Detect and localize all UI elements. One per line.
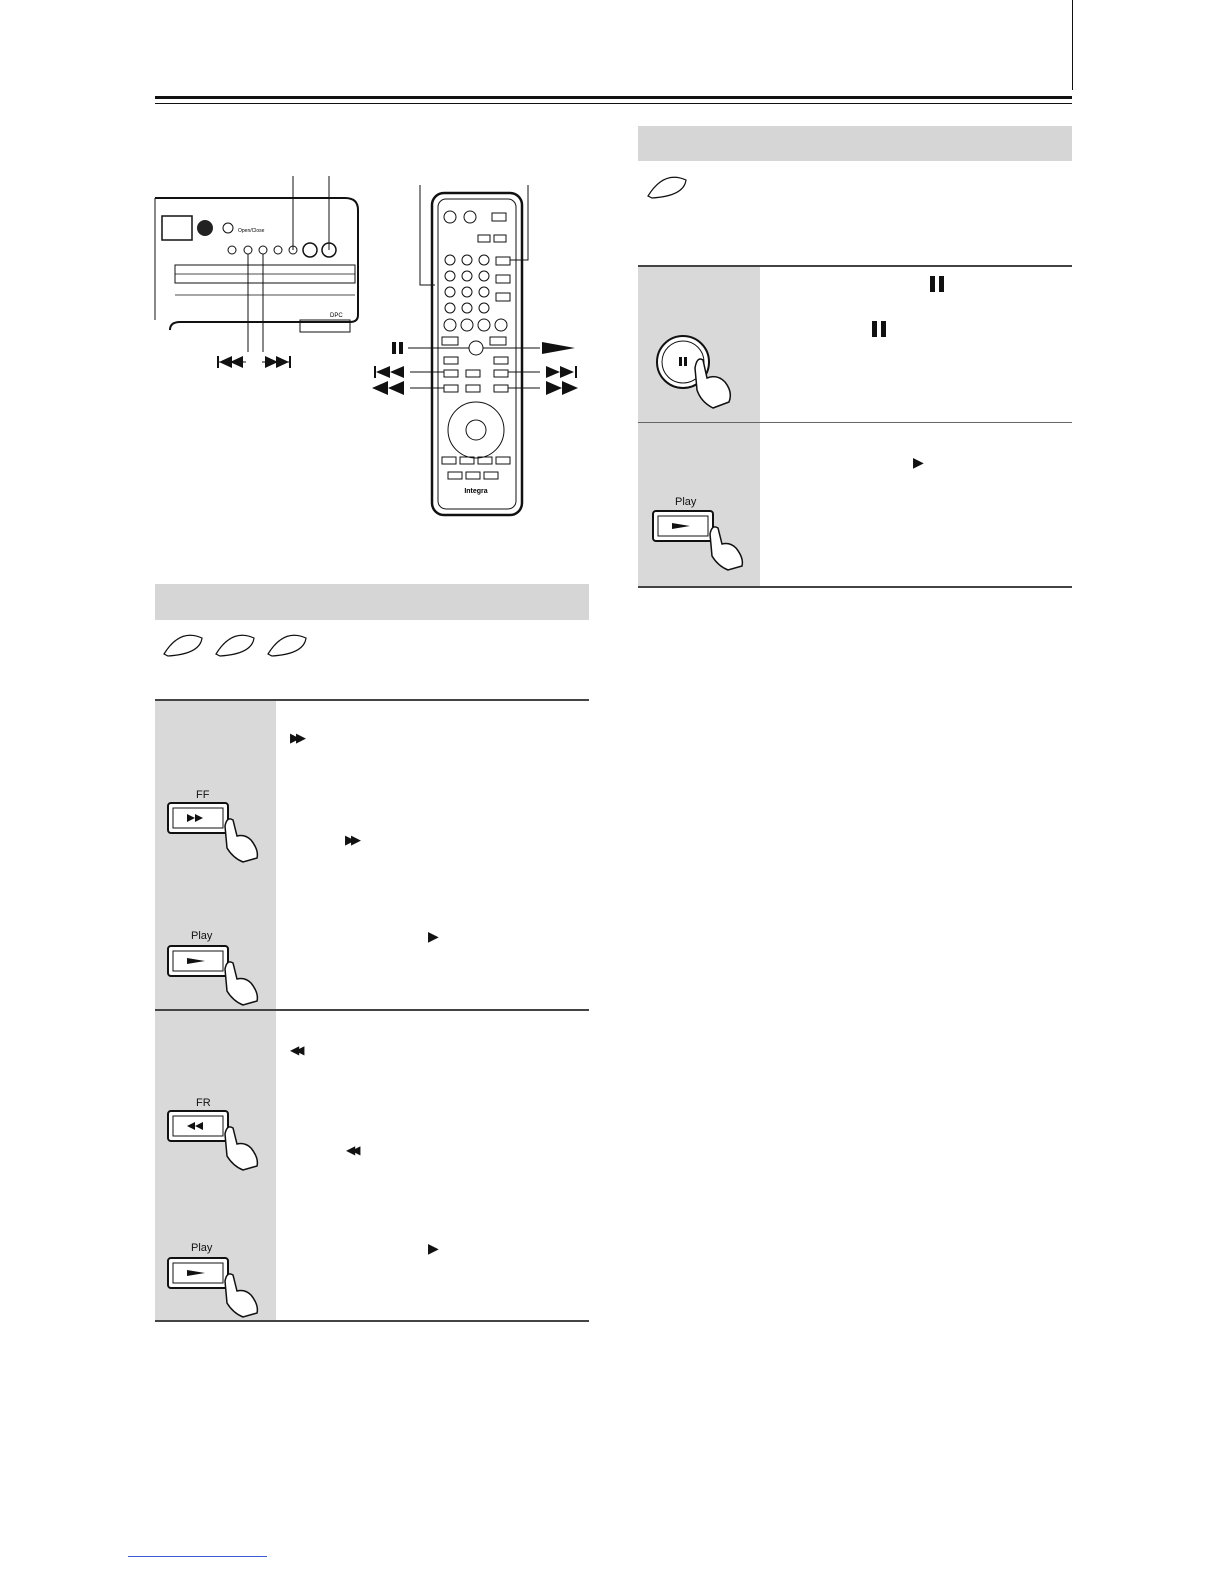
hand-press-icon: [225, 1274, 257, 1317]
hand-press-icon: [225, 1127, 257, 1170]
page-crop-mark: [1072, 0, 1073, 90]
play-icon: [542, 342, 575, 354]
fr-button-hand-illustration: [165, 1108, 265, 1173]
resume-play-button-hand-illustration: [650, 508, 750, 573]
play-symbol-inline-2: ▶: [428, 1241, 439, 1257]
fr-symbol-inline: ◀◀: [290, 1043, 301, 1057]
disc-icon: [268, 635, 306, 656]
pause-section-bar: [638, 126, 1072, 161]
play-button-label-1: Play: [191, 930, 213, 942]
header-rule-thin: [155, 103, 1072, 104]
fr-symbol-inline-2: ◀◀: [346, 1143, 357, 1157]
pause-button-hand-illustration: [655, 330, 755, 415]
skip-next-icon: [262, 356, 290, 368]
fast-reverse-icon: [372, 381, 404, 395]
pause-icon: [930, 276, 946, 294]
fr-button-label: FR: [196, 1097, 211, 1109]
disc-icon: [164, 635, 202, 656]
ff-symbol-inline-2: ▶▶: [345, 833, 357, 848]
fast-forward-icon: [546, 381, 578, 395]
ff-button-hand-illustration: [165, 800, 265, 865]
play-button-hand-illustration-2: [165, 1255, 265, 1320]
footer-link-underline[interactable]: [128, 1556, 267, 1557]
hand-press-icon: [225, 962, 257, 1005]
header-rule-thick: [155, 96, 1072, 99]
remote-control-illustration: [370, 175, 585, 525]
resume-play-button-label: Play: [675, 496, 697, 508]
pause-icon: [392, 342, 403, 354]
play-symbol-inline: ▶: [428, 929, 439, 945]
disc-icon: [216, 635, 254, 656]
hand-press-icon: [710, 527, 742, 570]
search-section-bar: [155, 584, 589, 620]
hand-press-icon: [225, 819, 257, 862]
pause-icon: [872, 321, 888, 339]
pause-bottom-rule: [638, 586, 1072, 588]
skip-previous-icon: [375, 366, 404, 378]
play-button-hand-illustration-1: [165, 943, 265, 1008]
svg-text:Integra: Integra: [464, 488, 488, 495]
search-bottom-rule: [155, 1320, 589, 1322]
play-symbol-inline-3: ▶: [913, 455, 924, 471]
ff-symbol-inline: ▶▶: [290, 731, 302, 746]
skip-previous-icon: [218, 356, 246, 368]
ff-button-label: FF: [196, 789, 210, 801]
hand-press-icon: [695, 359, 730, 408]
disc-icon: [644, 174, 694, 204]
player-front-illustration: [150, 170, 380, 370]
skip-next-icon: [546, 366, 576, 378]
svg-text:Open/Close: Open/Close: [238, 228, 265, 234]
svg-text:DPC: DPC: [330, 313, 343, 319]
disc-icons: [160, 632, 310, 662]
play-button-label-2: Play: [191, 1242, 213, 1254]
